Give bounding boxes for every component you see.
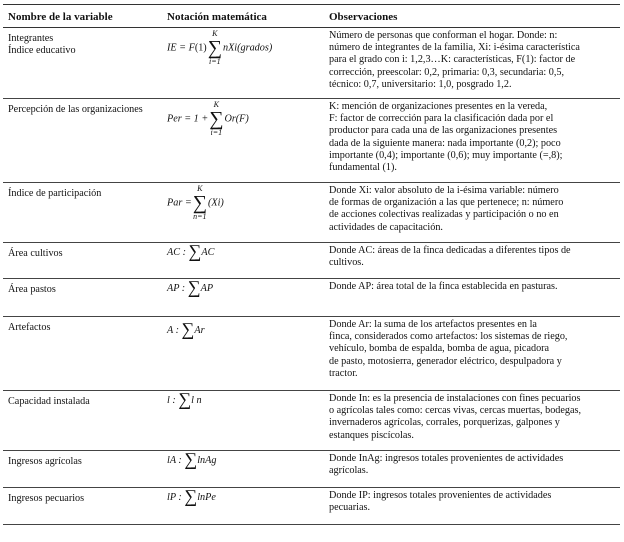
table-row xyxy=(3,488,620,525)
variable-name-cell xyxy=(3,183,162,243)
formula-lhs: lA : xyxy=(167,455,182,466)
observation-line: finca, considerados como artefactos: los sistemas de riego, xyxy=(329,331,568,343)
table-row xyxy=(3,28,620,99)
observations-cell xyxy=(324,488,620,525)
formula-lhs: AC : xyxy=(167,247,186,258)
observation-line: agrícolas. xyxy=(329,465,369,477)
formula-rhs: l n xyxy=(191,395,202,406)
formula-cell xyxy=(162,488,324,525)
summation-symbol: K ∑ n=1 xyxy=(192,184,207,221)
variable-name-cell xyxy=(3,391,162,451)
summation-symbol: ∑ xyxy=(184,486,198,506)
formula-cell xyxy=(162,317,324,391)
observation-line: Donde Xi: valor absoluto de la i-ésima variable: número xyxy=(329,185,559,196)
observation-line: o agrícolas tales como: cercas vivas, cercas muertas, bodegas, xyxy=(329,405,582,417)
variable-name: Índice educativo xyxy=(8,45,76,57)
header-variable: Nombre de la variable xyxy=(3,5,162,28)
sum-upper-limit: K xyxy=(197,184,203,193)
variable-name: Índice de participación xyxy=(8,188,102,199)
formula-cell xyxy=(162,183,324,243)
table-row xyxy=(3,317,620,391)
formula-rhs: (Xi) xyxy=(207,197,224,209)
observation-line: Número de personas que conforman el hogar. Donde: n: xyxy=(329,30,558,41)
observation-line: Donde InAg: ingresos totales provenientes de actividades xyxy=(329,453,564,464)
summation-symbol: K ∑ i=1 xyxy=(209,100,224,137)
observation-line: cultivos. xyxy=(329,257,364,269)
observation-line: Donde AP: área total de la finca establecida en pasturas. xyxy=(329,281,558,292)
summation-symbol: ∑ xyxy=(181,319,195,339)
variable-name: Área cultivos xyxy=(8,248,63,259)
variable-name: Ingresos pecuarios xyxy=(8,493,85,504)
observations-cell xyxy=(324,243,620,279)
table-row xyxy=(3,99,620,183)
observation-line: número de integrantes de la familia, Xi: i-ésima característica xyxy=(329,42,580,54)
variable-name: Área pastos xyxy=(8,284,56,295)
observations-cell xyxy=(324,99,620,183)
table-row xyxy=(3,451,620,488)
variables-table xyxy=(3,4,620,525)
observation-line: invernaderos agrícolas, corrales, porquerizas, galpones y xyxy=(329,417,560,429)
observations-cell xyxy=(324,317,620,391)
variable-name-cell xyxy=(3,317,162,391)
observation-line: de pasto, motosierra, generador eléctrico, despulpadora y xyxy=(329,355,562,367)
observation-line: de formas de organización a las que pertenece; n: número xyxy=(329,197,564,209)
observations-cell xyxy=(324,279,620,317)
variable-name: Integrantes xyxy=(8,33,54,44)
observation-line: Donde In: es la presencia de instalaciones con fines pecuarios xyxy=(329,393,581,404)
observation-line: corrección, preescolar: 0,2, primaria: 0,3, secundaria: 0,5, xyxy=(329,66,565,78)
formula-rhs: lnAg xyxy=(197,455,217,466)
header-observations: Observaciones xyxy=(324,5,620,28)
observation-line: Donde IP: ingresos totales provenientes de actividades xyxy=(329,490,552,501)
summation-symbol: ∑ xyxy=(178,389,192,409)
formula-cell xyxy=(162,99,324,183)
formula-cell xyxy=(162,451,324,488)
observation-line: F: factor de corrección para la clasificación dada por el xyxy=(329,113,554,125)
formula-cell xyxy=(162,28,324,99)
formula-paren: (1) xyxy=(194,42,207,54)
table-header-row xyxy=(3,5,620,28)
observation-line: de acciones colectivas realizadas y participación o no en xyxy=(329,209,559,221)
variable-name: Artefactos xyxy=(8,322,51,333)
formula-rhs: AP xyxy=(200,283,214,294)
variable-name: Ingresos agrícolas xyxy=(8,456,82,467)
formula-rhs: nXi(grados) xyxy=(222,42,273,54)
variable-name: Percepción de las organizaciones xyxy=(8,104,143,115)
variable-name-cell xyxy=(3,488,162,525)
observation-line: importante (0,4); importante (0,6); muy importante (=,8); xyxy=(329,149,563,161)
observation-line: vehículo, bomba de espalda, bomba de agua, picadora xyxy=(329,343,550,355)
summation-symbol: ∑ xyxy=(184,449,198,469)
formula-lhs: Par = xyxy=(167,197,192,209)
variable-name-cell xyxy=(3,243,162,279)
variable-name-cell xyxy=(3,99,162,183)
formula-rhs: lnPe xyxy=(197,492,216,503)
observation-line: para el grado con i: 1,2,3…K: características, F(1): factor de xyxy=(329,54,576,66)
variable-name-cell xyxy=(3,28,162,99)
table-row xyxy=(3,243,620,279)
formula-lhs: A : xyxy=(167,325,179,336)
observations-cell xyxy=(324,391,620,451)
sum-lower-limit: i=1 xyxy=(210,128,223,137)
formula-lhs: l : xyxy=(167,395,176,406)
formula-lhs: lP : xyxy=(167,492,182,503)
observation-line: actividades de capacitación. xyxy=(329,221,443,233)
observation-line: Donde AC: áreas de la finca dedicadas a diferentes tipos de xyxy=(329,245,571,256)
formula-cell xyxy=(162,391,324,451)
summation-symbol: ∑ xyxy=(187,277,201,297)
observations-cell xyxy=(324,183,620,243)
table-row xyxy=(3,391,620,451)
observation-line: técnico: 0,7, universitario: 1,0, posgrado 1,2. xyxy=(329,78,512,90)
table-row xyxy=(3,183,620,243)
formula-rhs: Ar xyxy=(194,325,205,336)
observation-line: dada de la siguiente manera: nada importante (0,2); poco xyxy=(329,137,561,149)
variable-name-cell xyxy=(3,451,162,488)
observation-line: K: mención de organizaciones presentes en la vereda, xyxy=(329,101,548,112)
observation-line: tractor. xyxy=(329,367,358,379)
formula-cell xyxy=(162,243,324,279)
sum-upper-limit: K xyxy=(213,100,219,109)
formula-cell xyxy=(162,279,324,317)
formula-rhs: AC xyxy=(201,247,215,258)
summation-symbol: ∑ xyxy=(188,241,202,261)
observations-cell xyxy=(324,451,620,488)
observation-line: pecuarias. xyxy=(329,502,371,514)
formula-lhs: AP : xyxy=(167,283,186,294)
summation-symbol: K ∑ i=1 xyxy=(207,29,222,66)
sum-lower-limit: n=1 xyxy=(193,212,207,221)
variable-name: Capacidad instalada xyxy=(8,396,90,407)
formula-rhs: Or(F) xyxy=(224,113,249,125)
observation-line: Donde Ar: la suma de los artefactos presentes en la xyxy=(329,319,537,330)
observation-line: estanques piscícolas. xyxy=(329,429,414,441)
sum-lower-limit: i=1 xyxy=(209,57,221,66)
observation-line: fundamental (1). xyxy=(329,162,397,174)
formula-lhs: Per = 1 + xyxy=(167,113,209,125)
table-row xyxy=(3,279,620,317)
header-notation: Notación matemática xyxy=(162,5,324,28)
sum-upper-limit: K xyxy=(212,29,218,38)
observation-line: productor para cada una de las organizaciones presentes xyxy=(329,125,558,137)
formula-lhs: IE = F xyxy=(167,42,195,54)
variable-name-cell xyxy=(3,279,162,317)
observations-cell xyxy=(324,28,620,99)
